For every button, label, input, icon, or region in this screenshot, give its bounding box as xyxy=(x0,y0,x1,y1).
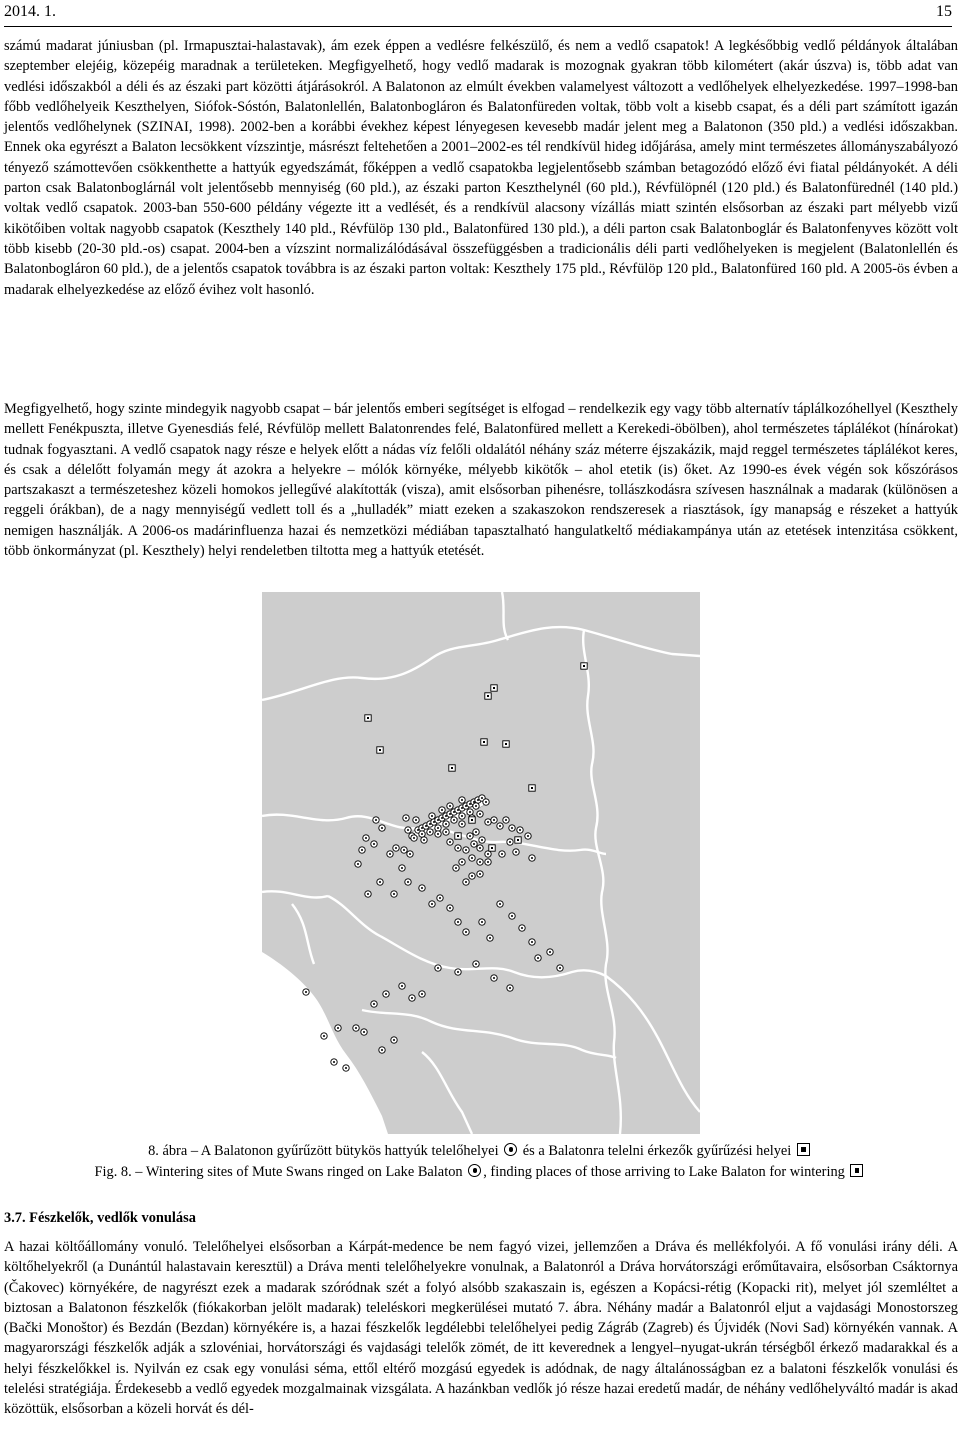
wintering-site-marker xyxy=(451,817,457,823)
ringing-place-marker xyxy=(515,837,521,843)
ringing-place-marker xyxy=(365,715,371,721)
wintering-site-marker xyxy=(335,1025,341,1031)
wintering-site-marker xyxy=(467,809,473,815)
wintering-site-marker xyxy=(459,821,465,827)
wintering-site-marker xyxy=(371,1001,377,1007)
wintering-site-marker xyxy=(419,991,425,997)
wintering-site-marker xyxy=(399,983,405,989)
running-head xyxy=(4,0,952,27)
ringing-place-marker xyxy=(491,685,497,691)
wintering-site-marker xyxy=(455,969,461,975)
wintering-site-marker xyxy=(469,855,475,861)
wintering-site-marker xyxy=(503,817,509,823)
caption-en-rest: , finding places of those arriving to Lake Balaton for wintering xyxy=(483,1164,845,1180)
wintering-site-marker xyxy=(411,835,417,841)
wintering-site-marker xyxy=(379,825,385,831)
caption-hu-text: 8. ábra – A Balatonon gyűrűzött bütykös hattyúk telelőhelyei xyxy=(148,1143,499,1159)
wintering-site-marker xyxy=(383,991,389,997)
wintering-site-marker xyxy=(321,1033,327,1039)
ringing-place-marker xyxy=(377,747,383,753)
wintering-site-marker xyxy=(477,845,483,851)
wintering-site-marker xyxy=(507,985,513,991)
wintering-site-marker xyxy=(453,865,459,871)
wintering-site-marker xyxy=(479,837,485,843)
wintering-site-marker xyxy=(363,835,369,841)
wintering-site-marker xyxy=(477,859,483,865)
wintering-site-marker xyxy=(491,975,497,981)
wintering-site-marker xyxy=(419,831,425,837)
wintering-site-marker xyxy=(463,879,469,885)
figure-caption-english xyxy=(0,1163,960,1182)
wintering-site-marker xyxy=(473,961,479,967)
caption-hu-and: és a Balatonra telelni érkezők gyűrűzési helyei xyxy=(522,1143,792,1159)
section-heading: 3.7. Fészkelők, vedlők vonulása xyxy=(4,1210,196,1226)
wintering-site-marker xyxy=(373,817,379,823)
wintering-site-marker xyxy=(529,855,535,861)
ringing-place-marker xyxy=(503,741,509,747)
wintering-site-marker xyxy=(509,825,515,831)
wintering-site-marker xyxy=(393,845,399,851)
wintering-site-marker xyxy=(303,989,309,995)
wintering-site-marker xyxy=(473,829,479,835)
wintering-site-marker xyxy=(407,851,413,857)
wintering-site-marker xyxy=(485,819,491,825)
wintering-site-marker xyxy=(359,847,365,853)
wintering-site-marker xyxy=(479,919,485,925)
wintering-site-marker xyxy=(379,1047,385,1053)
wintering-site-marker xyxy=(459,813,465,819)
wintering-site-marker xyxy=(509,913,515,919)
wintering-site-marker xyxy=(435,825,441,831)
wintering-site-marker xyxy=(427,829,433,835)
wintering-site-marker xyxy=(473,803,479,809)
wintering-site-marker xyxy=(471,841,477,847)
wintering-site-marker xyxy=(399,865,405,871)
wintering-site-marker xyxy=(517,827,523,833)
ringing-place-marker xyxy=(529,785,535,791)
paragraph-moulting-sites: számú madarat júniusban (pl. Irmapusztai-halastavak), ám ezek éppen a vedlésre felkészülő, és nem a vedlő csapatok! A legkésőbbig vedlő példányok általában szeptember elejéig, közepéig maradnak a területeken. Megfigyelhető, hogy vedlő madarak is mozognak gyakran több kilométert (akár úszva) is, több adat van vedlési időszakból a déli és az északi part közötti átjárásokról. A Balatonon az elmúlt években valamelyest változott a vedlőhelyek elhelyezkedése. 1997–1998-ban főbb vedlőhelyeik Keszthelyen, Siófok-Sóstón, Balatonlellén, Balatonbogláron és Balatonfüreden voltak, több volt a kisebb csapat, és a déli part számított igazán jelentős vedlőhelynek (SZINAI, 1998). 2002-ben a korábbi évekhez képest lényegesen kevesebb madár jelent meg a Balatonon (350 pld.) a vedlési időszakban. Ennek oka egyrészt a Balaton lecsökkent vízszintje, másrészt feltehetően a 2001–2002-es tél rendkívül hideg időjárása, amely mint természetes állományszabályozó tényező számottevően csökkenthette a hattyúk egyedszámát, főképpen a vedlő csapatokba legjelentősebb számban betagozódó előző évi fiatal példányokét. A déli parton csak Balatonboglárnál volt jelentősebb mennyiség (60 pld.), az északi parton Keszthelynél (60 pld.), Révfülöpnél (120 pld.) és Balatonfürednél (140 pld.) voltak vedlő csapatok. 2003-ban 550-600 példány végezte itt a vedlését, és a rendkívül alacsony vízállás miatt szintén elsősorban az északi part mélyebb vizű kikötőiben voltak nagyobb csapatok (Keszthely 140 pld., Révfülöp 130 pld., Balatonfüred 130 pld.), a déli parton csak Balatonboglár és Balatonfenyves között volt több kisebb (20-30 pld.-os) csapat. 2004-ben a vízszint normalizálódásával összefüggésben a tradicionális déli parti vedlőhelyeken is megjelent (Balatonlellén és Balatonbogláron 60 pld.), de a jelentős csapatok továbbra is az északi parton voltak: Keszthely 175 pld., Révfülöp 120 pld., Balatonfüred 160 pld. A 2005-ös évben a madarak elhelyezkedése az előző évihez volt hasonló. xyxy=(4,38,958,298)
wintering-site-marker xyxy=(403,815,409,821)
issue-date: 2014. 1. xyxy=(4,3,56,20)
wintering-site-marker xyxy=(497,823,503,829)
wintering-site-marker xyxy=(429,901,435,907)
wintering-site-marker xyxy=(485,851,491,857)
caption-en-text: Fig. 8. – Wintering sites of Mute Swans ringed on Lake Balaton xyxy=(94,1164,463,1180)
wintering-site-marker xyxy=(429,813,435,819)
wintering-site-marker xyxy=(547,949,553,955)
square-dot-icon xyxy=(797,1143,810,1156)
figure-caption-hungarian xyxy=(0,1142,960,1161)
wintering-site-marker xyxy=(507,839,513,845)
wintering-site-marker xyxy=(391,891,397,897)
map-svg xyxy=(262,592,700,1134)
wintering-site-marker xyxy=(365,891,371,897)
wintering-site-marker xyxy=(401,847,407,853)
wintering-site-marker xyxy=(477,811,483,817)
paragraph-feeding-places: Megfigyelhető, hogy szinte mindegyik nagyobb csapat – bár jelentős emberi segítséget is elfogad – rendelkezik egy vagy több alternatív táplálkozóhellyel (Keszthely mellett Fenékpuszta, illetve Gyenesdiás felé, Révfülöp mellett Balatonrendes felé, Balatonfüred mellett a Kerekedi-öbölben), ahol természetes táplálékot (hínárokat) tudnak fogyasztani. A vedlő csapatok nagy része e helyek előtt a nádas víz felőli oldalától néhány száz méterre éjszakázik, majd reggel természetes táplálékot keres, és csak a délelőtt folyamán megy át azokra a helyekre – mólók környéke, mélyebb kikötők – ahol etetik (is) őket. Az 1990-es évek végén sok kőszórásos partszakaszt a természeteshez közeli homokos jellegűvé alakították (visza), amit elsősorban pihenésre, tollászkodásra szívesen használnak a madarak (különösen a reggeli órákban), de a nagy mennyiségű vedlett toll és a „hulladék” miatt ezeken a szakaszokon rendszeresek a riasztások, így manapság e részeket a hattyúk nemigen használják. A 2006-os madárinfluenza hazai és nemzetközi médiában tapasztalható hangulatkeltő médiakampánya után az etetések intenzitása csökkent, több önkormányzat (pl. Keszthely) helyi rendeletben tiltotta meg a hattyúk etetését. xyxy=(4,401,958,560)
wintering-site-marker xyxy=(487,935,493,941)
wintering-site-marker xyxy=(405,879,411,885)
paragraph-migration: A hazai költőállomány vonuló. Telelőhelyei elsősorban a Kárpát-medence be nem fagyó vizei, jellemzően a Dráva és mellékfolyói. A fő vonulási irány déli. A költőhelyekről (a Dunántúl halastavain keresztül) a Dráva menti telelőhelyekre vonulnak, a Balatonról a Dráva horvátországi erőműtavaira, elsősorban Csáktornya (Čakovec) környékére, de nagyrészt ezek a madarak szóródnak szét a folyó alsóbb szakaszain is, egészen a Kopácsi-rétig (Kopacki rit), melyet jól szemléltet a biztosan a Balatonon fészkelők (fiókakorban jelölt madarak) teleléskori megkerülései mutató 7. ábra. Néhány madár a Balatonról eljut a vajdasági Monostorszeg (Bački Monoštor) és Bezdán (Bezdan) környékére is, a hazai fészkelők legdélebbi telelőhelyei pedig Zágráb (Zagreb) és Újvidék (Novi Sad) környékén vannak. A magyarországi fészkelők adják a szlovéniai, horvátországi és vajdasági telelők zömét, de itt keverednek a lengyel–nyugat-ukrán térségből érkező madarakkal és a helyi fészkelőkkel is. Nyilván ez csak egy vonulási séma, ettől eltérő mozgású egyedek is adódnak, de nagy általánosságban ez a balatoni fészkelők vonulási és telelési stratégiája. Érdekesebb a vedlő egyedek mozgalmainak vizsgálata. A hazánkban vedlők jó része hazai eredetű madár, de néhány vedlőhelyváltó madár is akad közöttük, elsősorban a közeli horvát és dél- xyxy=(4,1239,958,1418)
wintering-site-marker xyxy=(519,925,525,931)
ringing-place-marker xyxy=(481,739,487,745)
wintering-site-marker xyxy=(463,929,469,935)
wintering-site-marker xyxy=(355,861,361,867)
wintering-site-marker xyxy=(439,807,445,813)
wintering-site-marker xyxy=(443,821,449,827)
wintering-site-marker xyxy=(413,817,419,823)
wintering-site-marker xyxy=(469,873,475,879)
wintering-site-marker xyxy=(447,839,453,845)
ringing-place-marker xyxy=(469,817,475,823)
wintering-site-marker xyxy=(525,833,531,839)
wintering-site-marker xyxy=(497,901,503,907)
wintering-site-marker xyxy=(387,851,393,857)
wintering-site-marker xyxy=(447,905,453,911)
wintering-site-marker xyxy=(343,1065,349,1071)
wintering-site-marker xyxy=(447,803,453,809)
square-dot-icon xyxy=(850,1164,863,1177)
ringing-place-marker xyxy=(455,833,461,839)
wintering-site-marker xyxy=(491,817,497,823)
wintering-site-marker xyxy=(331,1059,337,1065)
wintering-site-marker xyxy=(459,859,465,865)
wintering-site-marker xyxy=(467,833,473,839)
wintering-site-marker xyxy=(361,1029,367,1035)
wintering-site-marker xyxy=(391,1037,397,1043)
wintering-site-marker xyxy=(419,885,425,891)
wintering-site-marker xyxy=(443,829,449,835)
wintering-site-marker xyxy=(353,1025,359,1031)
wintering-site-marker xyxy=(405,827,411,833)
wintering-site-marker xyxy=(435,965,441,971)
ringing-place-marker xyxy=(485,693,491,699)
wintering-site-marker xyxy=(459,797,465,803)
wintering-site-marker xyxy=(455,845,461,851)
wintering-site-marker xyxy=(485,859,491,865)
wintering-site-marker xyxy=(377,879,383,885)
wintering-site-marker xyxy=(529,939,535,945)
ringing-place-marker xyxy=(489,845,495,851)
wintering-site-marker xyxy=(513,849,519,855)
wintering-site-marker xyxy=(535,955,541,961)
wintering-site-marker xyxy=(455,919,461,925)
wintering-site-marker xyxy=(477,871,483,877)
wintering-site-marker xyxy=(557,965,563,971)
wintering-site-marker xyxy=(437,895,443,901)
wintering-site-marker xyxy=(371,841,377,847)
ringing-place-marker xyxy=(449,765,455,771)
wintering-sites-map xyxy=(262,592,700,1134)
ringing-place-marker xyxy=(581,663,587,669)
wintering-site-marker xyxy=(483,799,489,805)
circle-dot-icon xyxy=(468,1164,481,1177)
wintering-site-marker xyxy=(409,995,415,1001)
page-number: 15 xyxy=(936,3,952,20)
wintering-site-marker xyxy=(499,851,505,857)
wintering-site-marker xyxy=(421,837,427,843)
wintering-site-marker xyxy=(463,847,469,853)
wintering-site-marker xyxy=(435,831,441,837)
circle-dot-icon xyxy=(504,1143,517,1156)
